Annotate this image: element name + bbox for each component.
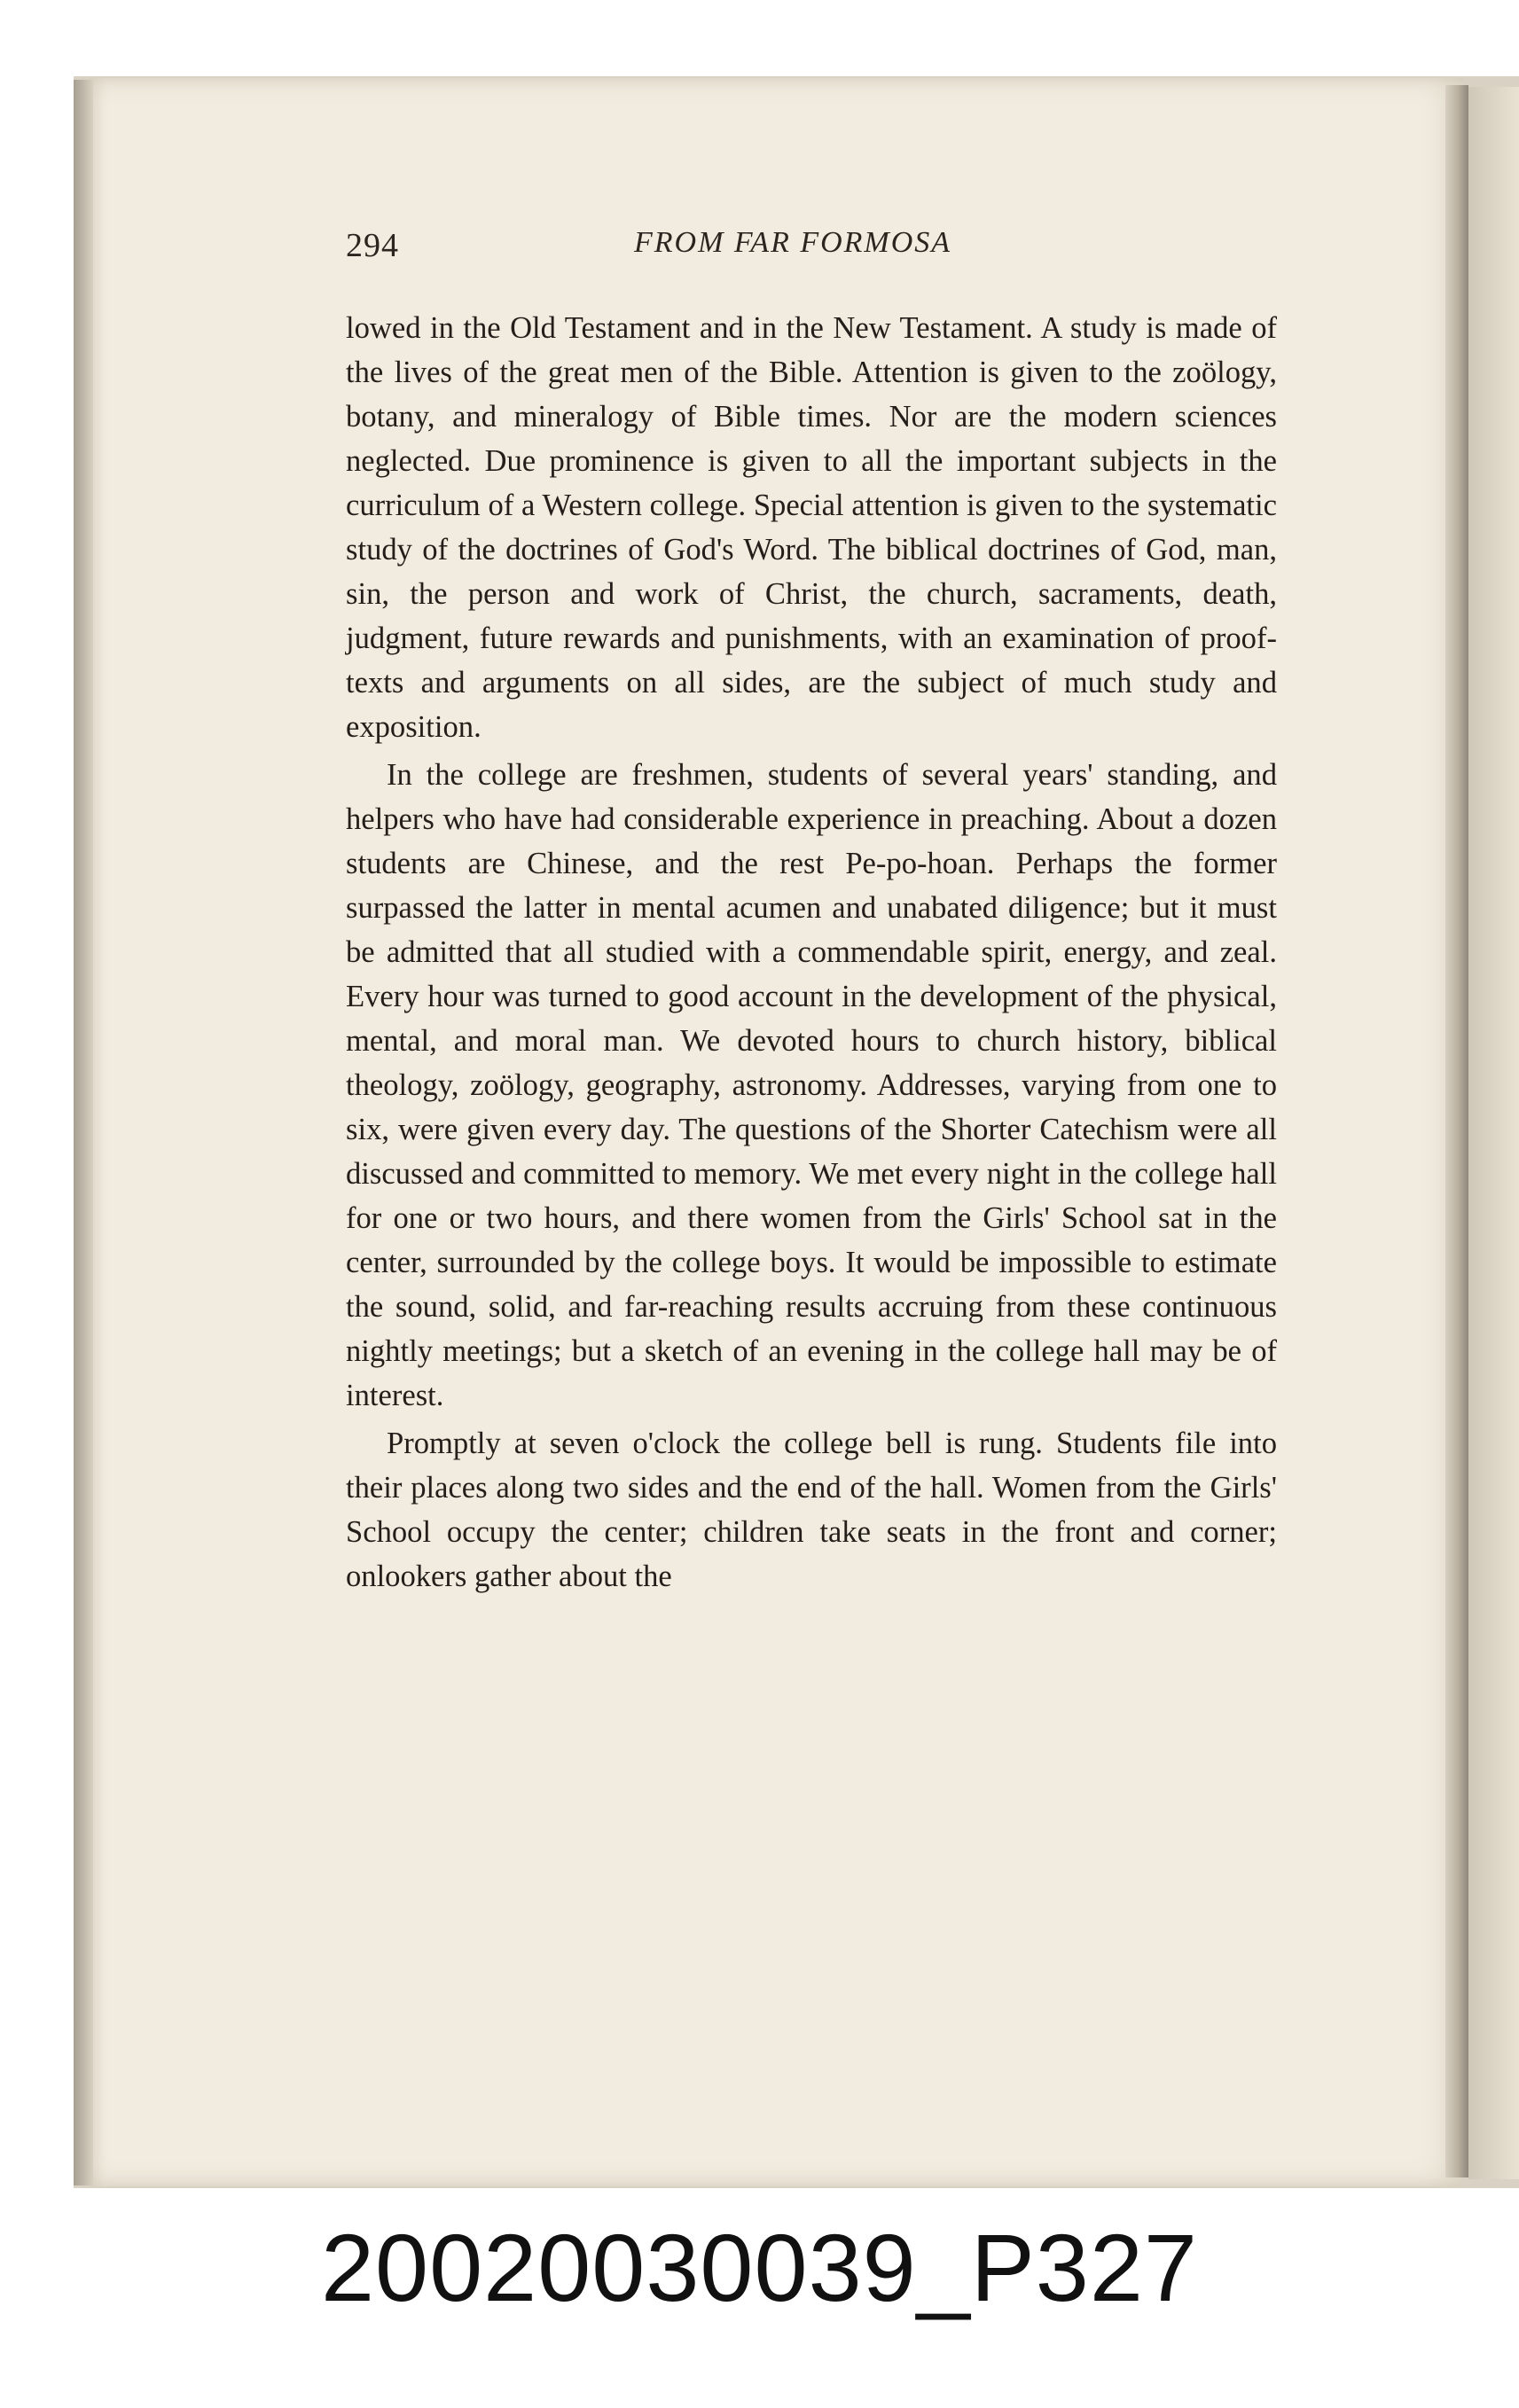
running-head	[346, 226, 1277, 270]
facing-page-edge	[1468, 87, 1519, 2179]
book-gutter	[1445, 85, 1468, 2177]
body-text	[346, 306, 1277, 1599]
accession-number: 20020030039_P327	[320, 2214, 1198, 2321]
paragraph-2: In the college are freshmen, students of several years' standing, and helpers who have had considerable experience in preaching. About a dozen students are Chinese, and the rest Pe-po-hoan. Perhaps the former surpassed the latter in mental acumen and unabated diligence; but it must be admitted that all studied with a commendable spirit, energy, and zeal. Every hour was turned to good account in the development of the physical, mental, and moral man. We devoted hours to church history, biblical theology, zoölogy, geography, astronomy. Addresses, varying from one to six, were given every day. The questions of the Shorter Catechism were all discussed and committed to memory. We met every night in the college hall for one or two hours, and there women from the Girls' School sat in the center, surrounded by the college boys. It would be impossible to estimate the sound, solid, and far-reaching results accruing from these continuous nightly meetings; but a sketch of an evening in the college hall may be of interest.	[346, 758, 1277, 1412]
running-title: FROM FAR FORMOSA	[634, 226, 952, 259]
paragraph-3: Promptly at seven o'clock the college bell is rung. Students file into their places along two sides and the end of the hall. Women from the Girls' School occupy the center; children take seats in the front and corner; onlookers gather about the	[346, 1427, 1277, 1593]
paragraph-1: lowed in the Old Testament and in the New Testament. A study is made of the lives of the great men of the Bible. Attention is given to the zoölogy, botany, and mineralogy of Bible times. Nor are the modern sciences neglected. Due prominence is given to all the important subjects in the curriculum of a Western college. Special attention is given to the systematic study of the doctrines of God's Word. The biblical doctrines of God, man, sin, the person and work of Christ, the church, sacraments, death, judgment, future rewards and punishments, with an examination of proof-texts and arguments on all sides, are the subject of much study and exposition.	[346, 311, 1277, 744]
page-number: 294	[346, 227, 399, 264]
